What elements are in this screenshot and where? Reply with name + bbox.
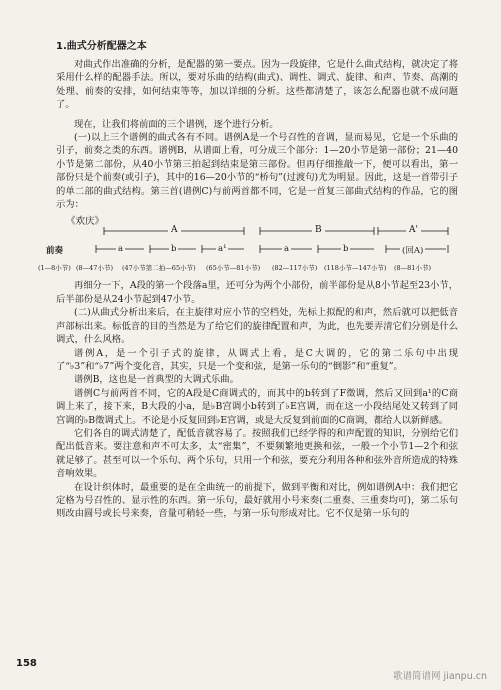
form-diagram <box>38 213 458 277</box>
big-section-b: B <box>312 225 325 235</box>
page-content <box>38 40 458 521</box>
range-1: (1—8小节) <box>38 264 71 273</box>
range-6: (118小节—147小节) <box>324 264 387 273</box>
range-2: (8—47小节) <box>76 264 113 273</box>
range-3: (47小节第二拍—65小节) <box>122 264 196 273</box>
paragraph-1: 对曲式作出准确的分析，是配器的第一要点。因为一段旋律，它是什么曲式结构，就决定了将采用什么样的配器手法。所以，要对乐曲的结构(曲式)、调性、调式、旋律、和声、节奏、高潮的处理、前奏的安排，如何结束等等，加以详细的分析。这些都清楚了，该怎么配器也就不成问题了。 <box>56 59 458 111</box>
prelude-label: 前奏 <box>46 246 64 257</box>
section-b: b <box>171 244 177 255</box>
section-a1: a¹ <box>218 244 227 255</box>
section-heading: 1.曲式分析配器之本 <box>56 41 147 52</box>
big-section-a-prime: A' <box>406 225 421 235</box>
section-a: a <box>118 244 124 255</box>
paragraph-7: 谱例B，这也是一首典型的大调式乐曲。 <box>74 374 239 386</box>
page-number: 158 <box>16 658 37 669</box>
range-5: (82—117小节) <box>272 264 318 273</box>
paragraph-6: 谱例A，是一个引子式的旋律，从调式上看，是C大调的，它的第二乐句中出现了“♭3”和“♭7”两个变化音，其实，只是一个变和弦，是第一乐句的“倒影”和“重复”。 <box>56 347 458 372</box>
paragraph-3: (一)以上三个谱例的曲式各有不同。谱例A是一个号召性的音调，显而易见，它是一个乐曲的引子，前奏之类的东西。谱例B，从谱面上看，可分成三个部分：1—20小节是第一部份；21—40小节是第二部份，从40小节第三拍起到结束是第三部份。但再仔细推敲一下，便可以看出，第一部份只是个前奏(或引子)，其中的16—20小节的“桥句”(过渡句)尤为明显。因此，这是一首带引子的单二部的曲式结构。第三首(谱例C)与前两首都不同，它是一首复三部曲式结构的作品，它的图示为： <box>56 132 458 211</box>
paragraph-10: 在设计织体时，最重要的是在全曲统一的前提下，做到平衡和对比，例如谱例A中：我们把它定格为号召性的、显示性的东西。第一乐句，最好就用小号来奏(二重奏、三重奏均可)，第二乐句则改由圆号或长号来奏，音量可稍轻一些，与第一乐句形成对比。它不仅是第一乐句的 <box>56 481 458 520</box>
paragraph-8: 谱例C与前两首不同，它的A段是C商调式的，而其中的b转到了F徵调，然后又回到a¹的C商调上来了，接下来，B大段的小a，是♭B宫调小b转到了♭E宫调，而在这一小段结尾处又转到了同宫调的♭B徵调式上。不论是小反复回到♭E宫调，或是大反复到前面的C商调，都给人以新鲜感。 <box>56 387 458 426</box>
watermark-logo: 歌谱简谱网 jianpu.cn <box>393 671 487 682</box>
big-section-a: A <box>168 225 181 235</box>
paragraph-5: (二)从曲式分析出来后，在主旋律对应小节的空档处，先标上拟配的和声，然后就可以把低音声部标出来。标低音的目的当然是为了给它们的旋律配置和声，为此，也先要弄清它们分别是什么调式，什么风格。 <box>56 307 458 346</box>
section-a-small: a <box>284 244 290 255</box>
diagram-title: 《欢庆》 <box>66 216 105 228</box>
paragraph-4: 再细分一下，A段的第一个段落a里，还可分为两个小部份，前半部份是从8小节起至23小节，后半部份是从24小节起到47小节。 <box>56 280 458 305</box>
paragraph-9: 它们各自的调式清楚了，配低音就容易了。按照我们已经学得的和声配置的知识，分别给它们配出低音来。要注意和声不可太多，太“密集”，不要频繁地更换和弦，一般一个小节1—2个和弦就足够了。甚至可以一个乐句、两个乐句，只用一个和弦，要充分利用各种和弦外音所造成的特殊音响效果。 <box>56 427 458 480</box>
range-4: (65小节—81小节) <box>206 264 261 273</box>
range-7: (8—81小节) <box>394 264 431 273</box>
section-b-small: b <box>343 244 349 255</box>
section-return-a: (回A) <box>402 246 424 257</box>
paragraph-2: 现在，让我们将前面的三个谱例，逐个进行分析。 <box>74 118 279 130</box>
